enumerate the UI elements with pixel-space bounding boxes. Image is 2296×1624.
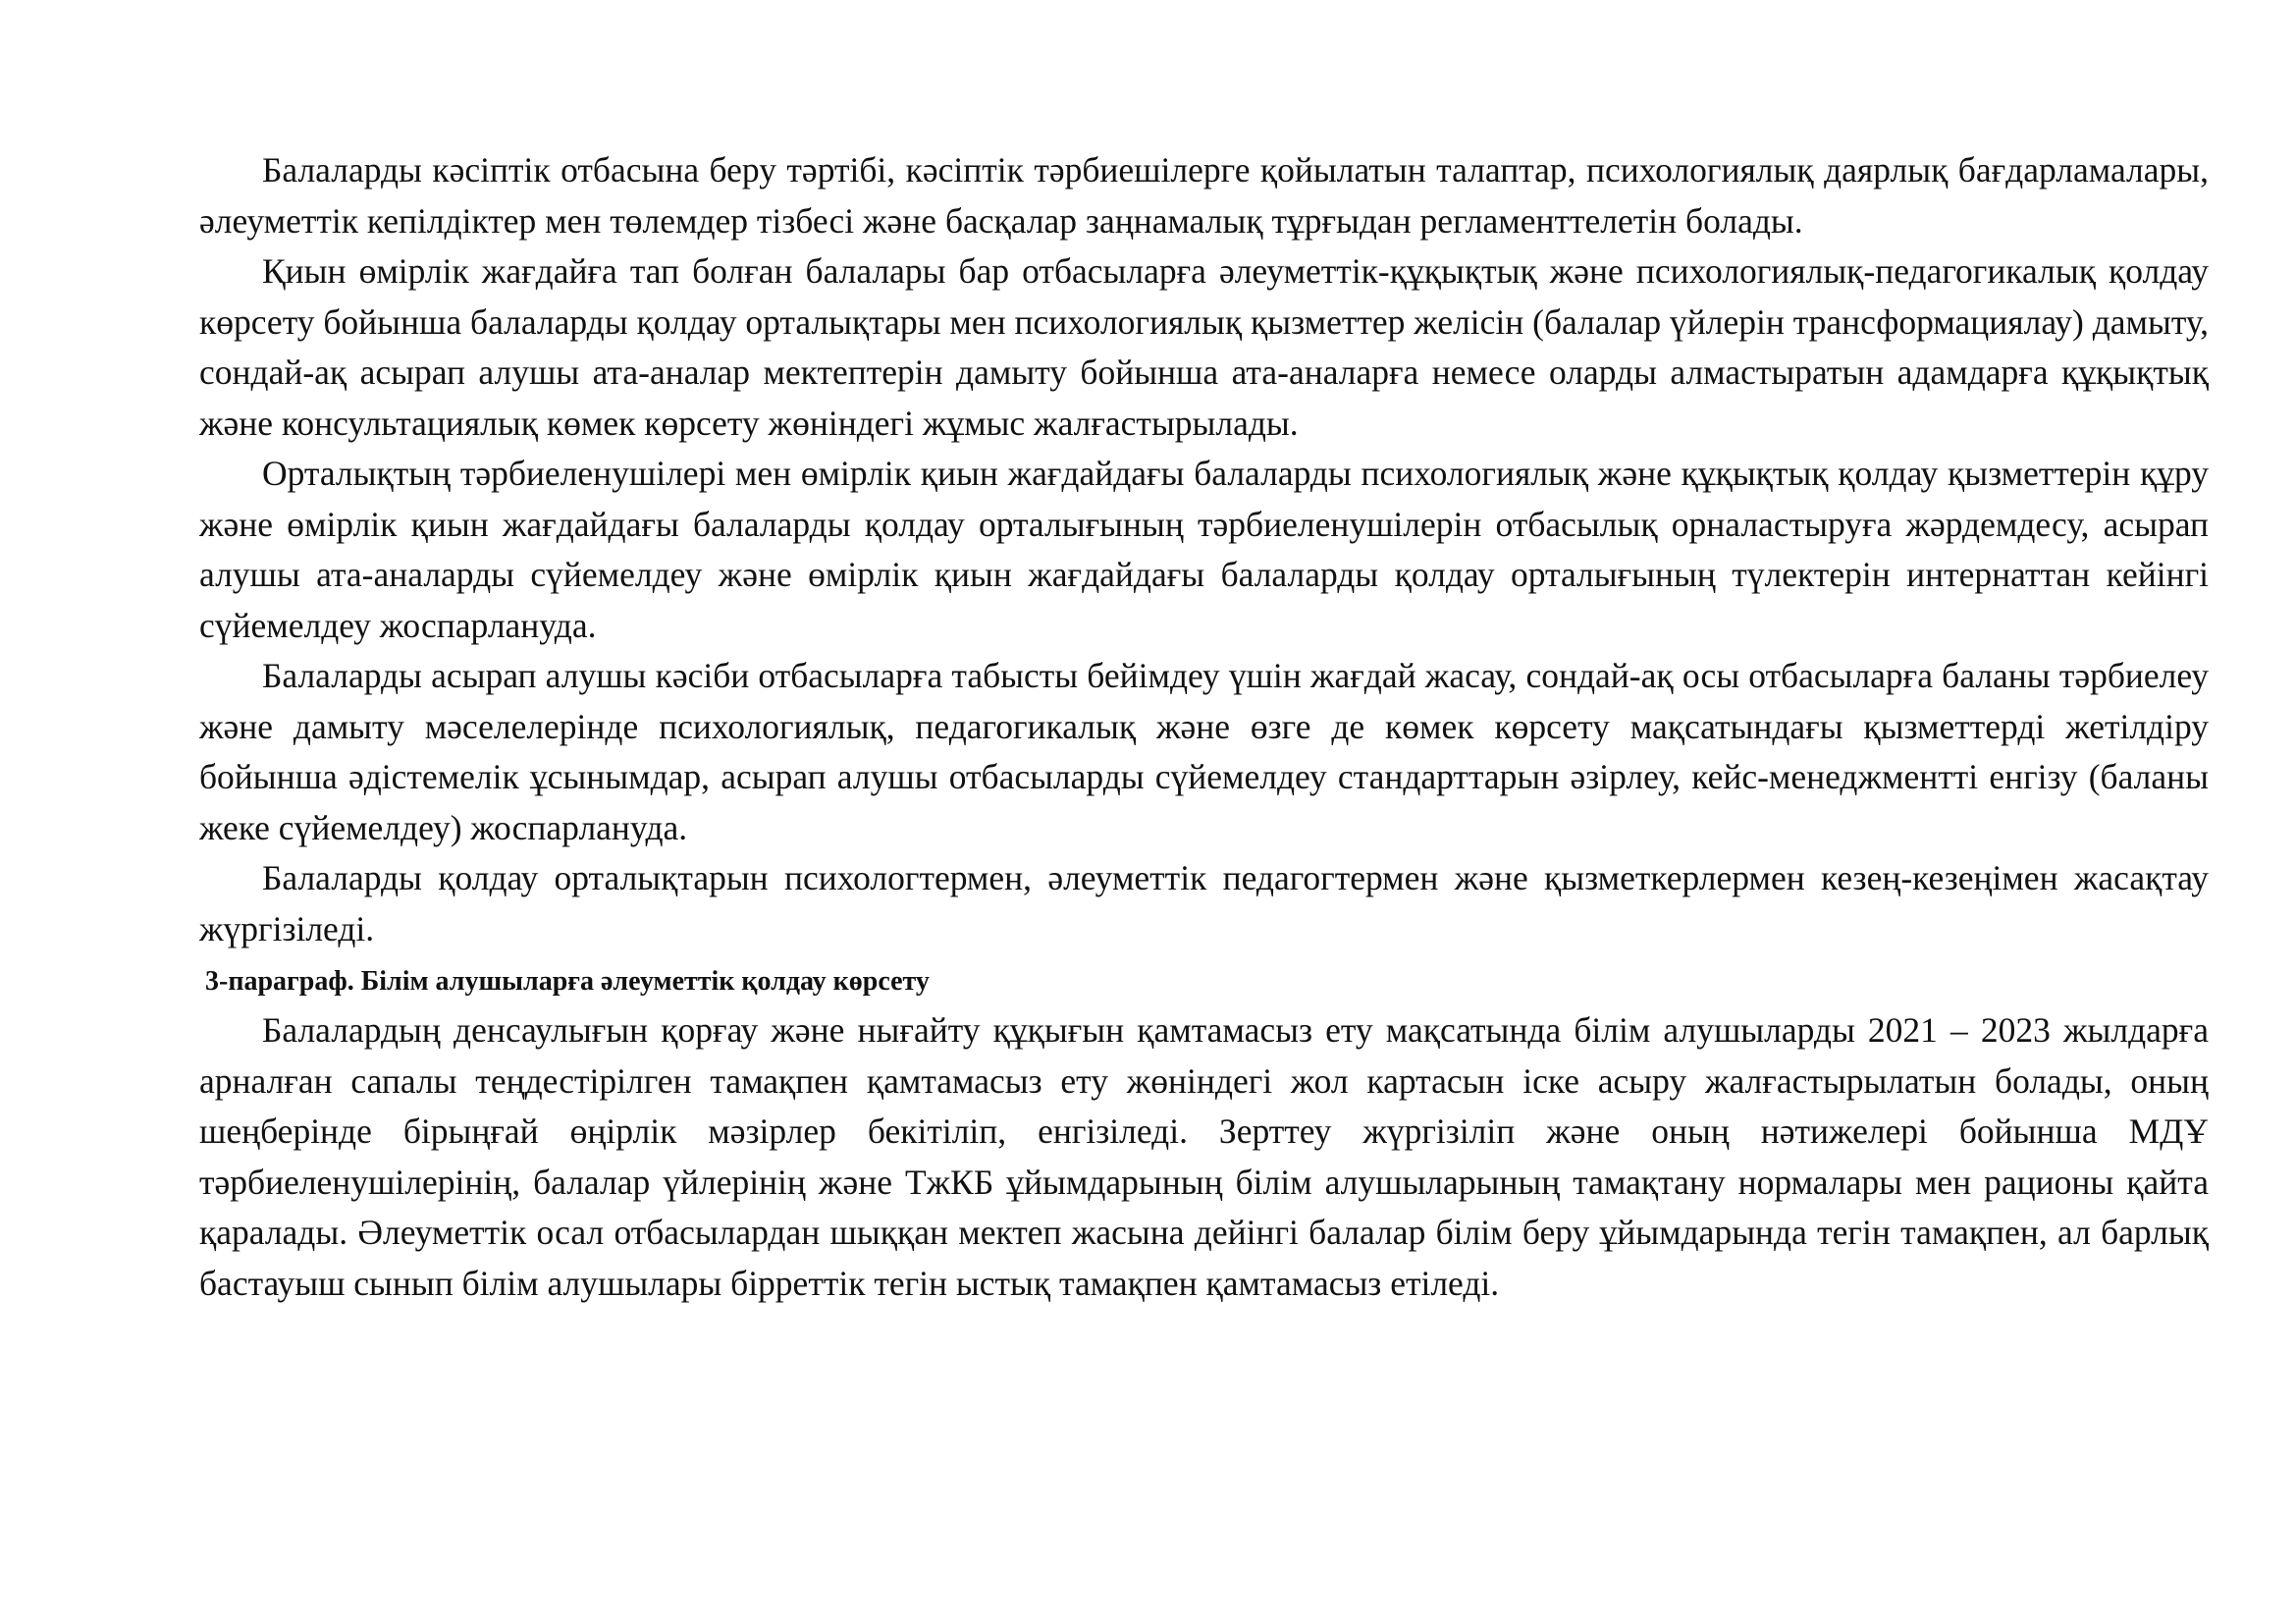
paragraph-foster-adaptation: Балаларды асырап алушы кәсіби отбасыларға табысты бейімдеу үшін жағдай жасау, сондай-ақ осы отбасыларға баланы тәрбиелеу және дамыту мәселелерінде психологиялық, педагогикалық және өзге де көмек көрсету мақсатындағы қызметтерді жетілдіру бойынша әдістемелік ұсынымдар, асырап алушы отбасыларды сүйемелдеу стандарттарын әзірлеу, кейс-менеджментті енгізу (баланы жеке сүйемелдеу) жоспарлануда.	[199, 656, 2209, 847]
paragraph-staffing: Балаларды қолдау орталықтарын психологтермен, әлеуметтік педагогтермен және қызметкерлермен кезең-кезеңімен жасақтау жүргізіледі.	[199, 858, 2209, 948]
paragraph-professional-family: Балаларды кәсіптік отбасына беру тәртібі, кәсіптік тәрбиешілерге қойылатын талаптар, психологиялық даярлық бағдарламалары, әлеуметтік кепілдіктер мен төлемдер тізбесі және басқалар заңнамалық тұрғыдан регламенттелетін болады.	[199, 150, 2209, 241]
paragraph-nutrition: Балалардың денсаулығын қорғау және нығайту құқығын қамтамасыз ету мақсатында білім алушыларды 2021 – 2023 жылдарға арналған сапалы теңдестірілген тамақпен қамтамасыз ету жөніндегі жол картасын іске асыру жалғастырылатын болады, оның шеңберінде бірыңғай өңірлік мәзірлер бекітіліп, енгізіледі. Зерттеу жүргізіліп және оның нәтижелері бойынша МДҰ тәрбиеленушілерінің, балалар үйлерінің және ТжКБ ұйымдарының білім алушыларының тамақтану нормалары мен рационы қайта қаралады. Әлеуметтік осал отбасылардан шыққан мектеп жасына дейінгі балалар білім беру ұйымдарында тегін тамақпен, ал барлық бастауыш сынып білім алушылары бірреттік тегін ыстық тамақпен қамтамасыз етіледі.	[199, 1010, 2209, 1303]
paragraph-support-centers: Қиын өмірлік жағдайға тап болған балалары бар отбасыларға әлеуметтік-құқықтық және психологиялық-педагогикалық қолдау көрсету бойынша балаларды қолдау орталықтары мен психологиялық қызметтер желісін (балалар үйлерін трансформациялау) дамыту, сондай-ақ асырап алушы ата-аналар мектептерін дамыту бойынша ата-аналарға немесе оларды алмастыратын адамдарға құқықтық және консультациялық көмек көрсету жөніндегі жұмыс жалғастырылады.	[199, 251, 2209, 443]
section-heading: 3-параграф. Білім алушыларға әлеуметтік қолдау көрсету	[205, 966, 930, 997]
document-page	[199, 145, 2209, 1309]
paragraph-center-services: Орталықтың тәрбиеленушілері мен өмірлік қиын жағдайдағы балаларды психологиялық және құқықтық қолдау қызметтерін құру және өмірлік қиын жағдайдағы балаларды қолдау орталығының тәрбиеленушілерін отбасылық орналастыруға жәрдемдесу, асырап алушы ата-аналарды сүйемелдеу және өмірлік қиын жағдайдағы балаларды қолдау орталығының түлектерін интернаттан кейінгі сүйемелдеу жоспарлануда.	[199, 454, 2209, 645]
